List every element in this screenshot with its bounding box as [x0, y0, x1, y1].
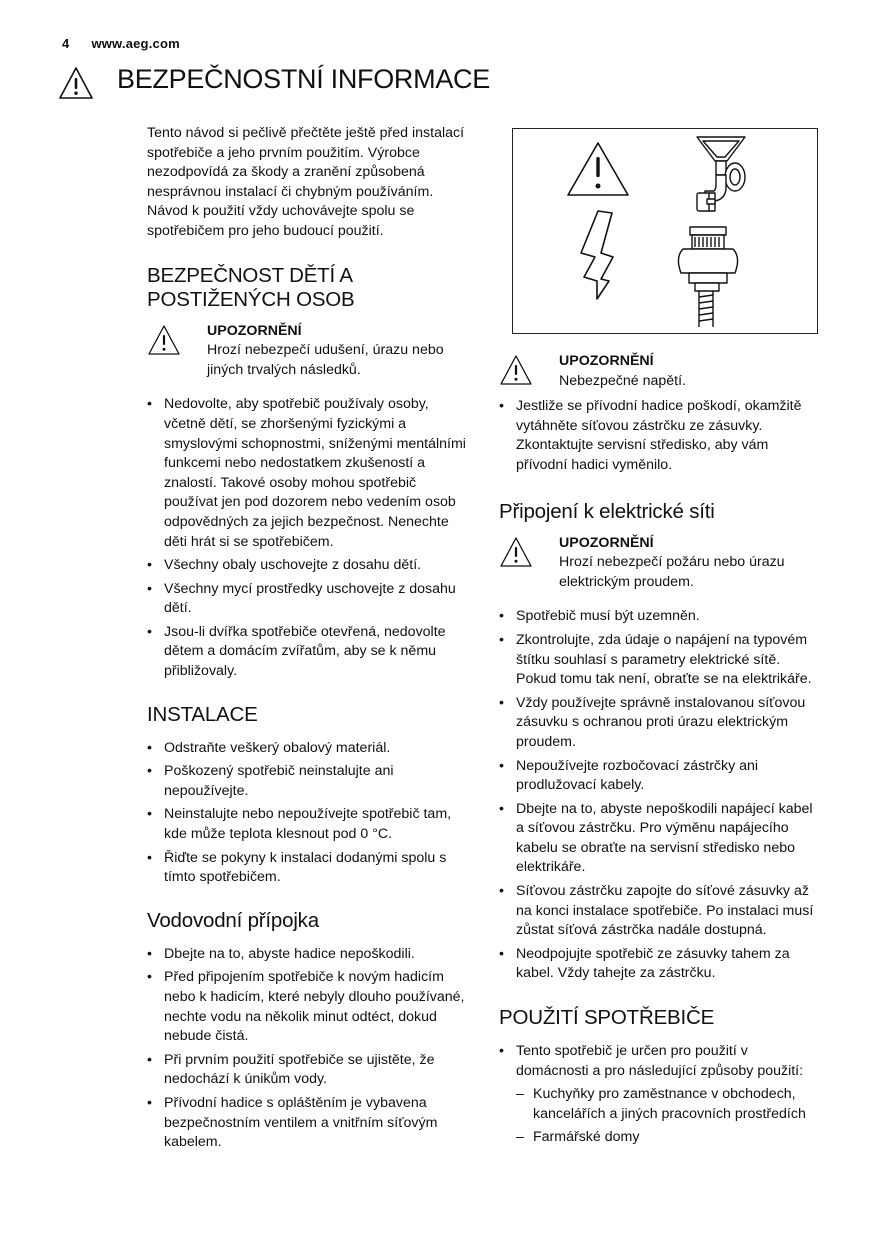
warning-title: UPOZORNĚNÍ — [559, 353, 654, 369]
page-header — [62, 36, 180, 51]
intro-paragraph: Tento návod si pečlivě přečtěte ještě před instalací spotřebiče a jeho prvním použitím. Výrobce nezodpovídá za škody a zranění způsobená nesprávnou instalací či chybným používáním. Návod k použití vždy uchovávejte spolu se spotřebičem pro jeho budoucí použití. — [147, 125, 465, 239]
usage-list — [499, 1042, 821, 1148]
left-column — [147, 124, 469, 1153]
list-item: • Při prvním použití spotřebiče se ujistěte, že nedochází k únikům vody. — [147, 1051, 469, 1090]
list-item: • Přívodní hadice s opláštěním je vybavena bezpečnostním ventilem a vnitřním síťovým kabelem. — [147, 1094, 469, 1153]
usage-heading: POUŽITÍ SPOTŘEBIČE — [499, 1006, 715, 1030]
water-connection-list — [147, 945, 469, 1153]
warning-text: Nebezpečné napětí. — [559, 372, 686, 389]
voltage-warning — [499, 352, 821, 391]
lightning-bolt-icon — [581, 211, 613, 299]
list-item: • Nepoužívejte rozbočovací zástrčky ani prodlužovací kabely. — [499, 757, 821, 796]
warning-triangle-icon — [147, 324, 181, 356]
list-item: • Neinstalujte nebo nepoužívejte spotřebič tam, kde může teplota klesnout pod 0 °C. — [147, 805, 469, 844]
list-item — [499, 1042, 821, 1148]
list-item: • Řiďte se pokyny k instalaci dodanými spolu s tímto spotřebičem. — [147, 849, 469, 888]
list-item: • Odstraňte veškerý obalový materiál. — [147, 739, 469, 759]
hose-safety-illustration — [512, 128, 818, 334]
warning-triangle-icon — [58, 66, 94, 100]
water-tap-icon — [678, 137, 745, 327]
page-number: 4 — [62, 36, 70, 51]
electrical-heading: Připojení k elektrické síti — [499, 499, 715, 523]
warning-text: Hrozí nebezpečí požáru nebo úrazu elektrickým proudem. — [559, 554, 785, 590]
page-title: BEZPEČNOSTNÍ INFORMACE — [117, 64, 490, 94]
list-item: • Síťovou zástrčku zapojte do síťové zásuvky až na konci instalace spotřebiče. Po instalaci musí zůstat síťová zástrčka nadále dostupná. — [499, 882, 821, 941]
usage-item-text: • Tento spotřebič je určen pro použití v domácnosti a pro následující způsoby použití: — [516, 1043, 804, 1079]
child-safety-warning — [147, 322, 469, 381]
list-item: • Jestliže se přívodní hadice poškodí, okamžitě vytáhněte síťovou zástrčku ze zásuvky. Zkontaktujte servisní středisko, aby vám přívodní hadici vyměnilo. — [499, 397, 821, 475]
voltage-list — [499, 397, 821, 475]
list-item: • Spotřebič musí být uzemněn. — [499, 607, 821, 627]
electrical-list — [499, 607, 821, 984]
list-item: • Nedovolte, aby spotřebič používaly osoby, včetně dětí, se zhoršenými fyzickými a smyslovými schopnostmi, sníženými mentálními funkcemi nebo nedostatkem zkušeností a znalostí. Takové osoby mohou spotřebič používat jen pod dozorem nebo vedením osob odpovědných za jejich bezpečnost. Nenechte děti hrát si se spotřebičem. — [147, 395, 469, 552]
right-column — [499, 352, 821, 1148]
water-connection-heading: Vodovodní přípojka — [147, 908, 319, 932]
warning-text: Hrozí nebezpečí udušení, úrazu nebo jiných trvalých následků. — [207, 342, 444, 378]
sub-list-item: – Kuchyňky pro zaměstnance v obchodech, kancelářích a jiných pracovních prostředích — [516, 1085, 821, 1124]
child-safety-heading: BEZPEČNOST DĚTÍ A POSTIŽENÝCH OSOB — [147, 263, 355, 311]
usage-sublist — [516, 1085, 821, 1148]
list-item: • Dbejte na to, abyste nepoškodili napájecí kabel a síťovou zástrčku. Pro výměnu napájecího kabelu se obraťte na servisní středisko nebo elektrikáře. — [499, 800, 821, 878]
installation-list — [147, 739, 469, 888]
list-item: • Zkontrolujte, zda údaje o napájení na typovém štítku souhlasí s parametry elektrické sítě. Pokud tomu tak není, obraťte se na elektrikáře. — [499, 631, 821, 690]
child-safety-list — [147, 395, 469, 681]
warning-triangle-icon — [499, 536, 533, 568]
warning-triangle-icon — [499, 354, 533, 386]
warning-title: UPOZORNĚNÍ — [559, 534, 654, 551]
list-item: • Všechny mycí prostředky uschovejte z dosahu dětí. — [147, 580, 469, 619]
sub-list-item: – Farmářské domy — [516, 1128, 821, 1148]
list-item: • Neodpojujte spotřebič ze zásuvky tahem za kabel. Vždy tahejte za zástrčku. — [499, 945, 821, 984]
list-item: • Dbejte na to, abyste hadice nepoškodili. — [147, 945, 469, 965]
list-item: • Poškozený spotřebič neinstalujte ani nepoužívejte. — [147, 762, 469, 801]
list-item: • Jsou-li dvířka spotřebiče otevřená, nedovolte dětem a domácím zvířatům, aby se k němu přibližovaly. — [147, 623, 469, 682]
electrical-warning — [499, 534, 821, 593]
list-item: • Všechny obaly uschovejte z dosahu dětí. — [147, 556, 469, 576]
illustration-graphic — [513, 129, 817, 333]
website-link[interactable]: www.aeg.com — [91, 36, 180, 51]
warning-triangle-icon — [568, 143, 628, 195]
installation-heading: INSTALACE — [147, 702, 258, 726]
list-item: • Vždy používejte správně instalovanou síťovou zásuvku s ochranou proti úrazu elektrickým proudem. — [499, 694, 821, 753]
list-item: • Před připojením spotřebiče k novým hadicím nebo k hadicím, které nebyly dlouho používané, nechte vodu na několik minut odtéct, dokud nebude čistá. — [147, 968, 469, 1046]
warning-title: UPOZORNĚNÍ — [207, 322, 302, 339]
